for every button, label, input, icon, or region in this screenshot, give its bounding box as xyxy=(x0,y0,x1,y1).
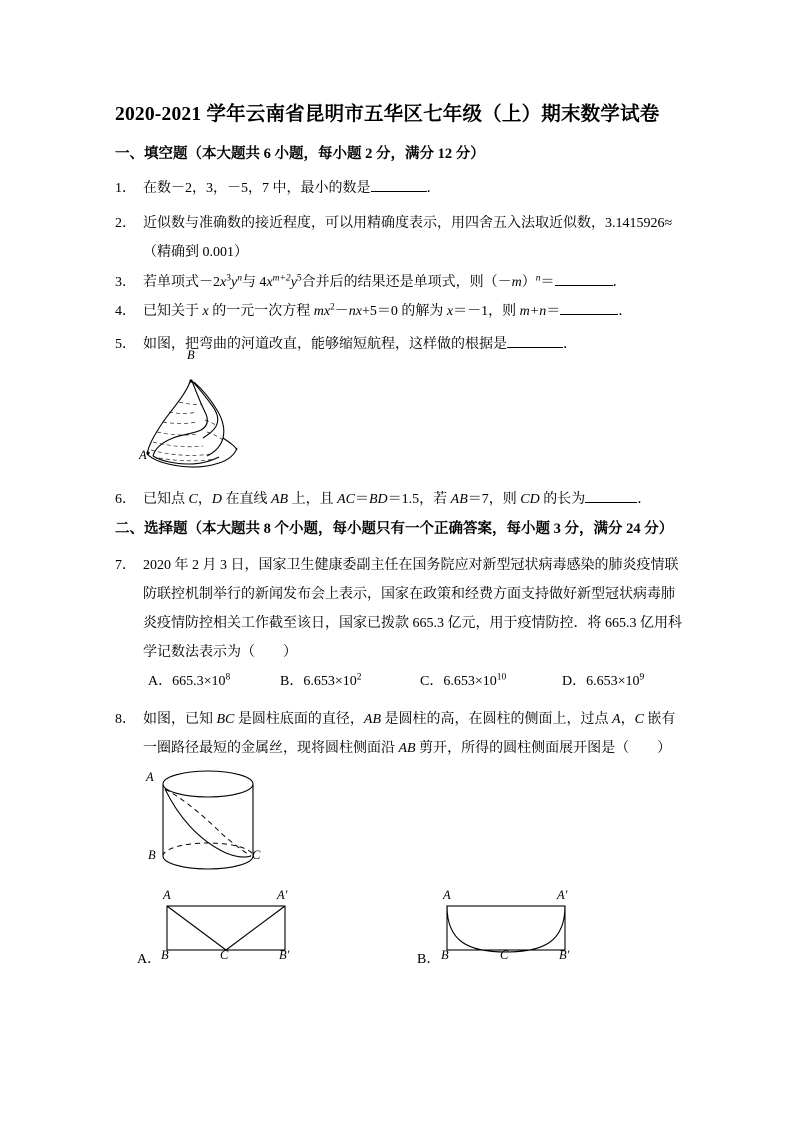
question-6-number: 6． xyxy=(115,492,136,507)
question-2-number: 2． xyxy=(115,216,136,231)
q4-eq-m: mx xyxy=(313,304,331,319)
cylinder-label-a: A xyxy=(146,770,154,784)
q3-mono2-base: x xyxy=(266,275,273,290)
q8-choice-a-label-bottom-right: B′ xyxy=(279,948,290,962)
q4-eq-m-exp: 2 xyxy=(330,302,335,313)
q8-choice-b-label-bottom-left: B xyxy=(441,948,449,962)
q6-tail: ． xyxy=(637,492,652,507)
q7-opt-c-value: 6.653×10 xyxy=(443,674,497,689)
river-diagram xyxy=(139,348,330,485)
question-1-text: 在数－2，3，－5，7 中，最小的数是 xyxy=(143,181,371,196)
q6-eq1: ＝ xyxy=(354,492,369,507)
question-2-line1: 近似数与准确数的接近程度，可以用精确度表示，用四舍五入法取近似数，3.1415926≈ xyxy=(143,216,673,231)
q8-choice-b-letter[interactable]: B． xyxy=(417,952,441,967)
river-label-a: A xyxy=(139,448,147,462)
q6-mid2: 在直线 xyxy=(221,492,271,507)
q4-x-var2: x xyxy=(446,304,454,319)
question-5-blank[interactable] xyxy=(507,334,563,348)
q7-opt-a-exp: 8 xyxy=(225,672,231,683)
q8-choice-a-label-top-right: A′ xyxy=(277,888,288,902)
section-heading-fill-in-blank: 一、填空题（本大题共 6 小题，每小题 2 分，满分 12 分） xyxy=(115,146,485,162)
q8-choice-b-figure[interactable] xyxy=(441,888,578,962)
q8-l2-pre: 一圈路径最短的金属丝，现将圆柱侧面沿 xyxy=(143,741,399,756)
question-4-number: 4． xyxy=(115,304,136,319)
q3-post2: ） xyxy=(521,275,536,290)
river-label-b: B xyxy=(187,348,195,362)
q6-eq3: ＝7，则 xyxy=(467,492,521,507)
question-2-line2: （精确到 0.001） xyxy=(143,245,248,260)
q4-eq-tail: +5＝0 的解为 xyxy=(362,304,447,319)
question-5-body xyxy=(143,330,683,359)
q8-l1-mid2: 是圆柱的高，在圆柱的侧面上，过点 xyxy=(381,712,612,727)
cylinder-diagram xyxy=(148,768,278,878)
q6-mid3: 上，且 xyxy=(288,492,338,507)
question-7-option-b[interactable] xyxy=(280,670,362,690)
q6-cd: CD xyxy=(520,492,540,507)
q8-ab: AB xyxy=(363,712,381,727)
q4-tail: ． xyxy=(618,304,633,319)
q8-choice-a-label-bottom-left: B xyxy=(161,948,169,962)
question-7-line2: 防联控机制举行的新闻发布会上表示，国家在政策和经费方面支持做好新型冠状病毒肺 xyxy=(143,587,675,602)
q8-bc: BC xyxy=(216,712,235,727)
q4-eq-rest: － xyxy=(334,304,349,319)
cylinder-label-c: C xyxy=(252,848,261,862)
question-7-option-c[interactable] xyxy=(420,670,506,690)
q3-mono2-var: y xyxy=(290,275,297,290)
question-1-body xyxy=(143,174,683,203)
q6-ac: AC xyxy=(337,492,355,507)
question-7-line4: 学记数法表示为（ ） xyxy=(143,645,297,660)
question-7-line3: 炎疫情防控相关工作截至该日，国家已拨款 665.3 亿元，用于疫情防控．将 665.3 亿用科 xyxy=(143,616,682,631)
q3-mid: 与 4 xyxy=(241,275,267,290)
q8-choice-b-label-bottom-mid: C xyxy=(500,948,509,962)
q8-choice-b-svg xyxy=(443,898,578,960)
q6-pt-c: C xyxy=(188,492,198,507)
q8-l1-end: 嵌有 xyxy=(643,712,676,727)
q7-opt-c-exp: 10 xyxy=(496,672,507,683)
q3-m-var: m xyxy=(511,275,522,290)
question-5-number: 5． xyxy=(115,337,136,352)
cylinder-label-b: B xyxy=(148,848,156,862)
q7-opt-b-value: 6.653×10 xyxy=(303,674,357,689)
q6-bd: BD xyxy=(368,492,388,507)
q3-mono1-base: x xyxy=(220,275,227,290)
q3-post3: ＝ xyxy=(540,275,555,290)
question-4-blank[interactable] xyxy=(560,301,618,315)
q6-ab2: AB xyxy=(450,492,468,507)
question-5-text: 如图，把弯曲的河道改直，能够缩短航程，这样做的根据是 xyxy=(143,337,507,352)
q4-mid1: 的一元一次方程 xyxy=(208,304,314,319)
q7-opt-d-letter: D． xyxy=(562,674,587,689)
q3-post: 合并后的结果还是单项式，则（－ xyxy=(301,275,512,290)
q8-choice-b-label-top-left: A xyxy=(443,888,451,902)
q8-pt-c: C xyxy=(634,712,644,727)
q8-ab2: AB xyxy=(398,741,416,756)
q4-eq-sol: ＝－1，则 xyxy=(453,304,520,319)
question-6-blank[interactable] xyxy=(585,489,637,503)
q3-mono2-exp: m+2 xyxy=(272,273,291,284)
q8-pt-a: A xyxy=(612,712,621,727)
q3-mono1-var: y xyxy=(230,275,238,290)
q3-mono1-var-exp: n xyxy=(237,273,242,284)
q8-l2-end: 剪开，所得的圆柱侧面展开图是（ ） xyxy=(415,741,672,756)
question-3-body xyxy=(143,268,683,297)
q8-choice-a-label-top-left: A xyxy=(163,888,171,902)
question-6-body xyxy=(143,485,683,514)
q3-n-exp: n xyxy=(535,273,541,284)
q4-x-var: x xyxy=(202,304,209,319)
question-1-period: ． xyxy=(426,181,441,196)
question-8-line2 xyxy=(143,734,683,763)
question-1-number: 1． xyxy=(115,181,136,196)
question-3-blank[interactable] xyxy=(555,272,613,286)
q8-choice-a-svg xyxy=(163,898,298,960)
q7-opt-b-exp: 2 xyxy=(356,672,362,683)
q8-choice-a-label-bottom-mid: C xyxy=(220,948,229,962)
section-heading-multiple-choice: 二、选择题（本大题共 8 个小题，每小题只有一个正确答案，每小题 3 分，满分 24 分） xyxy=(115,521,674,537)
page-title: 2020-2021 学年云南省昆明市五华区七年级（上）期末数学试卷 xyxy=(115,104,660,125)
q8-choice-a-letter[interactable]: A． xyxy=(137,952,162,967)
q8-choice-b-label-top-right: A′ xyxy=(557,888,568,902)
q3-mono2-var-exp: 5 xyxy=(296,273,302,284)
q6-eq4: 的长为 xyxy=(539,492,586,507)
q3-tail: ． xyxy=(612,275,627,290)
q4-eq-end: ＝ xyxy=(546,304,561,319)
q3-pre: 若单项式－2 xyxy=(143,275,220,290)
question-8-number: 8． xyxy=(115,712,136,727)
q4-mn: m+n xyxy=(519,304,547,319)
q8-choice-b-label-bottom-right: B′ xyxy=(559,948,570,962)
q7-opt-b-letter: B． xyxy=(280,674,304,689)
q5-tail: ． xyxy=(563,337,577,352)
q7-opt-d-value: 6.653×10 xyxy=(586,674,640,689)
q6-mid1: ， xyxy=(197,492,212,507)
q7-opt-d-exp: 9 xyxy=(639,672,645,683)
q6-eq2: ＝1.5，若 xyxy=(387,492,451,507)
q4-pre: 已知关于 xyxy=(143,304,203,319)
q8-l1-mid: 是圆柱底面的直径， xyxy=(234,712,364,727)
q6-line-ab: AB xyxy=(270,492,289,507)
question-7-line1: 2020 年 2 月 3 日，国家卫生健康委副主任在国务院应对新型冠状病毒感染的肺炎疫情联 xyxy=(143,558,679,573)
river-diagram-svg xyxy=(145,360,330,485)
question-8-line1 xyxy=(143,705,683,734)
q8-l1-pre: 如图，已知 xyxy=(143,712,217,727)
q6-pre: 已知点 xyxy=(143,492,189,507)
q7-opt-a-value: 665.3×10 xyxy=(172,674,226,689)
q4-eq-n: nx xyxy=(348,304,363,319)
q3-mono1-exp: 3 xyxy=(226,273,231,284)
question-4-body xyxy=(143,297,683,326)
question-3-number: 3． xyxy=(115,275,136,290)
q6-pt-d: D xyxy=(211,492,222,507)
q7-opt-c-letter: C． xyxy=(420,674,444,689)
q8-choice-a-figure[interactable] xyxy=(161,888,298,962)
q7-opt-a-letter: A． xyxy=(148,674,173,689)
question-7-number: 7． xyxy=(115,558,136,573)
question-7-option-d[interactable] xyxy=(562,670,644,690)
question-7-option-a[interactable] xyxy=(148,670,230,690)
q8-l1-comma: ， xyxy=(620,712,635,727)
question-1-blank[interactable] xyxy=(371,178,427,192)
